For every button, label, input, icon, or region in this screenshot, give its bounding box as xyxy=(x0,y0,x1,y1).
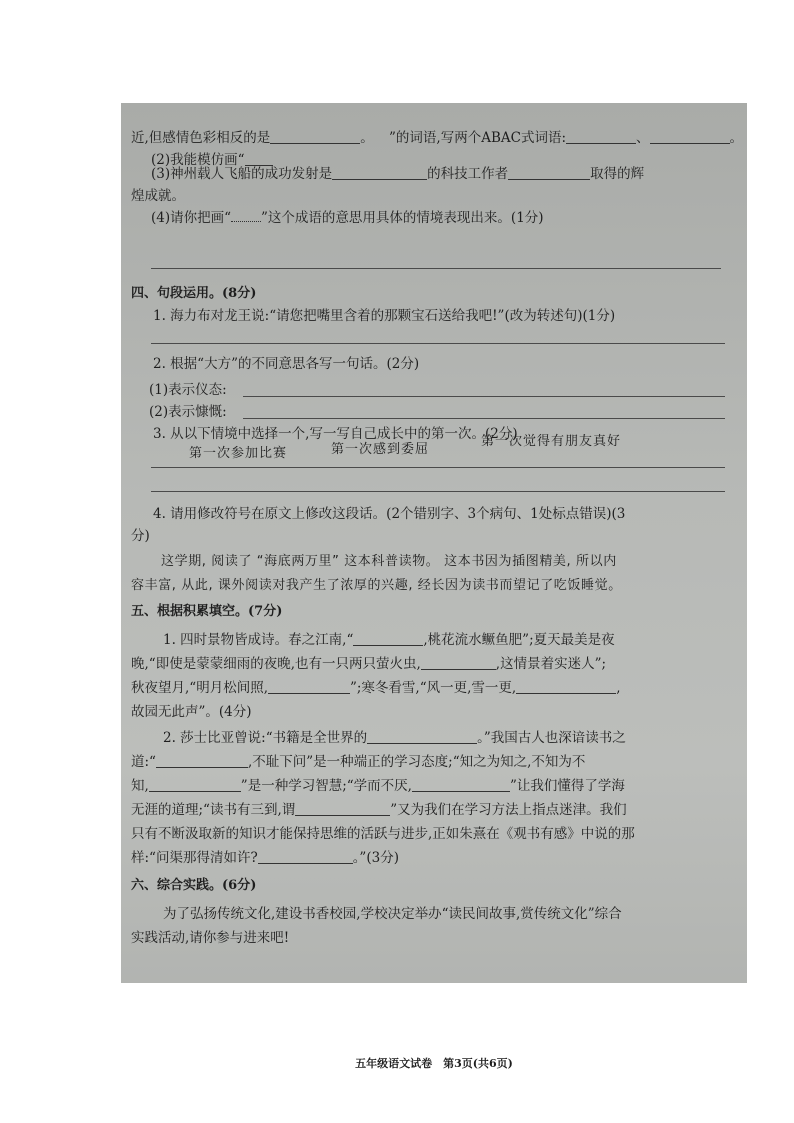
section-5-title: 五、根据积累填空。(7分) xyxy=(131,604,283,619)
answer-blank[interactable] xyxy=(245,152,273,166)
s5-p2-line-4 xyxy=(131,801,627,819)
answer-blank[interactable] xyxy=(258,850,353,864)
answer-line[interactable] xyxy=(151,491,725,492)
answer-blank[interactable] xyxy=(421,656,496,670)
s6-text-line-1: 为了弘扬传统文化,建设书香校园,学校决定举办“读民间故事,赏传统文化”综合 xyxy=(163,906,622,922)
answer-line[interactable] xyxy=(243,396,725,397)
section-4-title: 四、句段运用。(8分) xyxy=(131,286,257,301)
text: 无涯的道理;“读书有三到,谓 xyxy=(131,802,296,818)
text: ”让我们懂得了学海 xyxy=(509,778,625,794)
answer-blank[interactable] xyxy=(353,632,423,646)
text: (4)请你把画“ xyxy=(151,210,232,226)
text: 晚,“即使是蒙蒙细雨的夜晚,也有一只两只萤火虫, xyxy=(131,656,421,672)
s4-q2-part-1: (1)表示仪态: xyxy=(149,382,227,398)
text: (3)神州载人飞船的成功发射是 xyxy=(151,166,333,182)
s4-q2-part-2: (2)表示慷慨: xyxy=(149,404,227,420)
option-1: 第一次参加比赛 xyxy=(189,446,288,461)
text: 、 xyxy=(636,130,650,146)
text: 近,但感情色彩相反的是 xyxy=(131,130,271,146)
line-3 xyxy=(151,165,644,183)
s4-question-2: 2. 根据“大方”的不同意思各写一句话。(2分) xyxy=(153,356,420,372)
s5-p2-line-1 xyxy=(163,729,626,747)
text: 。”(3分) xyxy=(352,850,399,866)
answer-line[interactable] xyxy=(243,418,725,419)
answer-line[interactable] xyxy=(151,467,725,468)
text: 知, xyxy=(131,778,149,794)
answer-blank[interactable] xyxy=(149,778,241,792)
wavy-underline-mark xyxy=(231,211,261,222)
text: , xyxy=(616,680,621,696)
answer-blank[interactable] xyxy=(367,730,477,744)
s4-question-1: 1. 海力布对龙王说:“请您把嘴里含着的那颗宝石送给我吧!”(改为转述句)(1分) xyxy=(153,308,616,324)
line-1 xyxy=(131,129,374,147)
text: ,不耻下问”是一种端正的学习态度;“知之为知之,不知为不 xyxy=(247,754,586,770)
s4-question-4: 4. 请用修改符号在原文上修改这段话。(2个错别字、3个病句、1处标点错误)(3 xyxy=(153,506,626,522)
answer-line[interactable] xyxy=(151,268,721,269)
passage-line-1: 这学期, 阅读了 “海底两万里” 这本科普读物。 这本书因为插图精美, 所以内 xyxy=(161,554,617,569)
s5-p2-line-3 xyxy=(131,777,625,795)
text: 样:“问渠那得清如许? xyxy=(131,850,258,866)
text: 2. 莎士比亚曾说:“书籍是全世界的 xyxy=(163,730,368,746)
section-6-title: 六、综合实践。(6分) xyxy=(131,878,257,893)
answer-blank[interactable] xyxy=(508,166,590,180)
text: 。 xyxy=(729,130,743,146)
answer-blank[interactable] xyxy=(566,130,636,144)
option-2: 第一次感到委屈 xyxy=(331,442,430,457)
answer-blank[interactable] xyxy=(156,754,248,768)
text: (2)我能模仿画“ xyxy=(151,152,245,168)
text: 取得的辉 xyxy=(590,166,645,182)
text: ”这个成语的意思用具体的情境表现出来。(1分) xyxy=(261,210,544,226)
text: 道:“ xyxy=(131,754,156,770)
answer-blank[interactable] xyxy=(268,680,350,694)
text: ”又为我们在学习方法上指点迷津。我们 xyxy=(390,802,627,818)
answer-blank[interactable] xyxy=(332,166,427,180)
answer-blank[interactable] xyxy=(270,130,360,144)
text: ”的词语,写两个ABAC式词语: xyxy=(389,130,566,146)
s5-p2-line-6 xyxy=(131,849,399,867)
s5-p2-line-2 xyxy=(131,753,585,771)
page-footer: 五年级语文试卷 第3页(共6页) xyxy=(355,1057,513,1070)
answer-blank[interactable] xyxy=(412,778,510,792)
text: 。 xyxy=(360,130,374,146)
s5-p1-line-3 xyxy=(131,679,621,697)
passage-line-2: 容丰富, 从此, 课外阅读对我产生了浓厚的兴趣, 经长因为读书而望记了吃饭睡觉。 xyxy=(131,578,622,593)
text: 。”我国古人也深谙读书之 xyxy=(477,730,626,746)
s5-p1-line-2 xyxy=(131,655,606,673)
line-4: 煌成就。 xyxy=(131,188,185,204)
text: ,这情景着实迷人”; xyxy=(495,656,607,672)
s5-p2-line-5: 只有不断汲取新的知识才能保持思维的活跃与进步,正如朱熹在《观书有感》中说的那 xyxy=(131,826,635,842)
line-1-right xyxy=(389,129,743,147)
text: ”是一种学习智慧;“学而不厌, xyxy=(240,778,412,794)
s5-p1-line-1 xyxy=(163,631,615,649)
s6-text-line-2: 实践活动,请你参与进来吧! xyxy=(131,930,290,946)
answer-blank[interactable] xyxy=(650,130,730,144)
option-3: 第一次觉得有朋友真好 xyxy=(481,434,622,449)
text: 的科技工作者 xyxy=(427,166,509,182)
text: 秋夜望月,“明月松间照, xyxy=(131,680,268,696)
line-5 xyxy=(151,209,544,227)
text: ,桃花流水鳜鱼肥”;夏天最美是夜 xyxy=(423,632,615,648)
answer-blank[interactable] xyxy=(295,802,390,816)
exam-page-photo xyxy=(121,103,747,1070)
answer-line[interactable] xyxy=(151,343,725,344)
text: ”;寒冬看雪,“风一更,雪一更, xyxy=(349,680,517,696)
text: 1. 四时景物皆成诗。春之江南,“ xyxy=(163,632,354,648)
s4-question-3: 3. 从以下情境中选择一个,写一写自己成长中的第一次。(2分) xyxy=(153,426,518,442)
s5-p1-line-4: 故园无此声”。(4分) xyxy=(131,704,252,720)
answer-blank[interactable] xyxy=(516,680,616,694)
s4-question-4-cont: 分) xyxy=(131,528,150,544)
